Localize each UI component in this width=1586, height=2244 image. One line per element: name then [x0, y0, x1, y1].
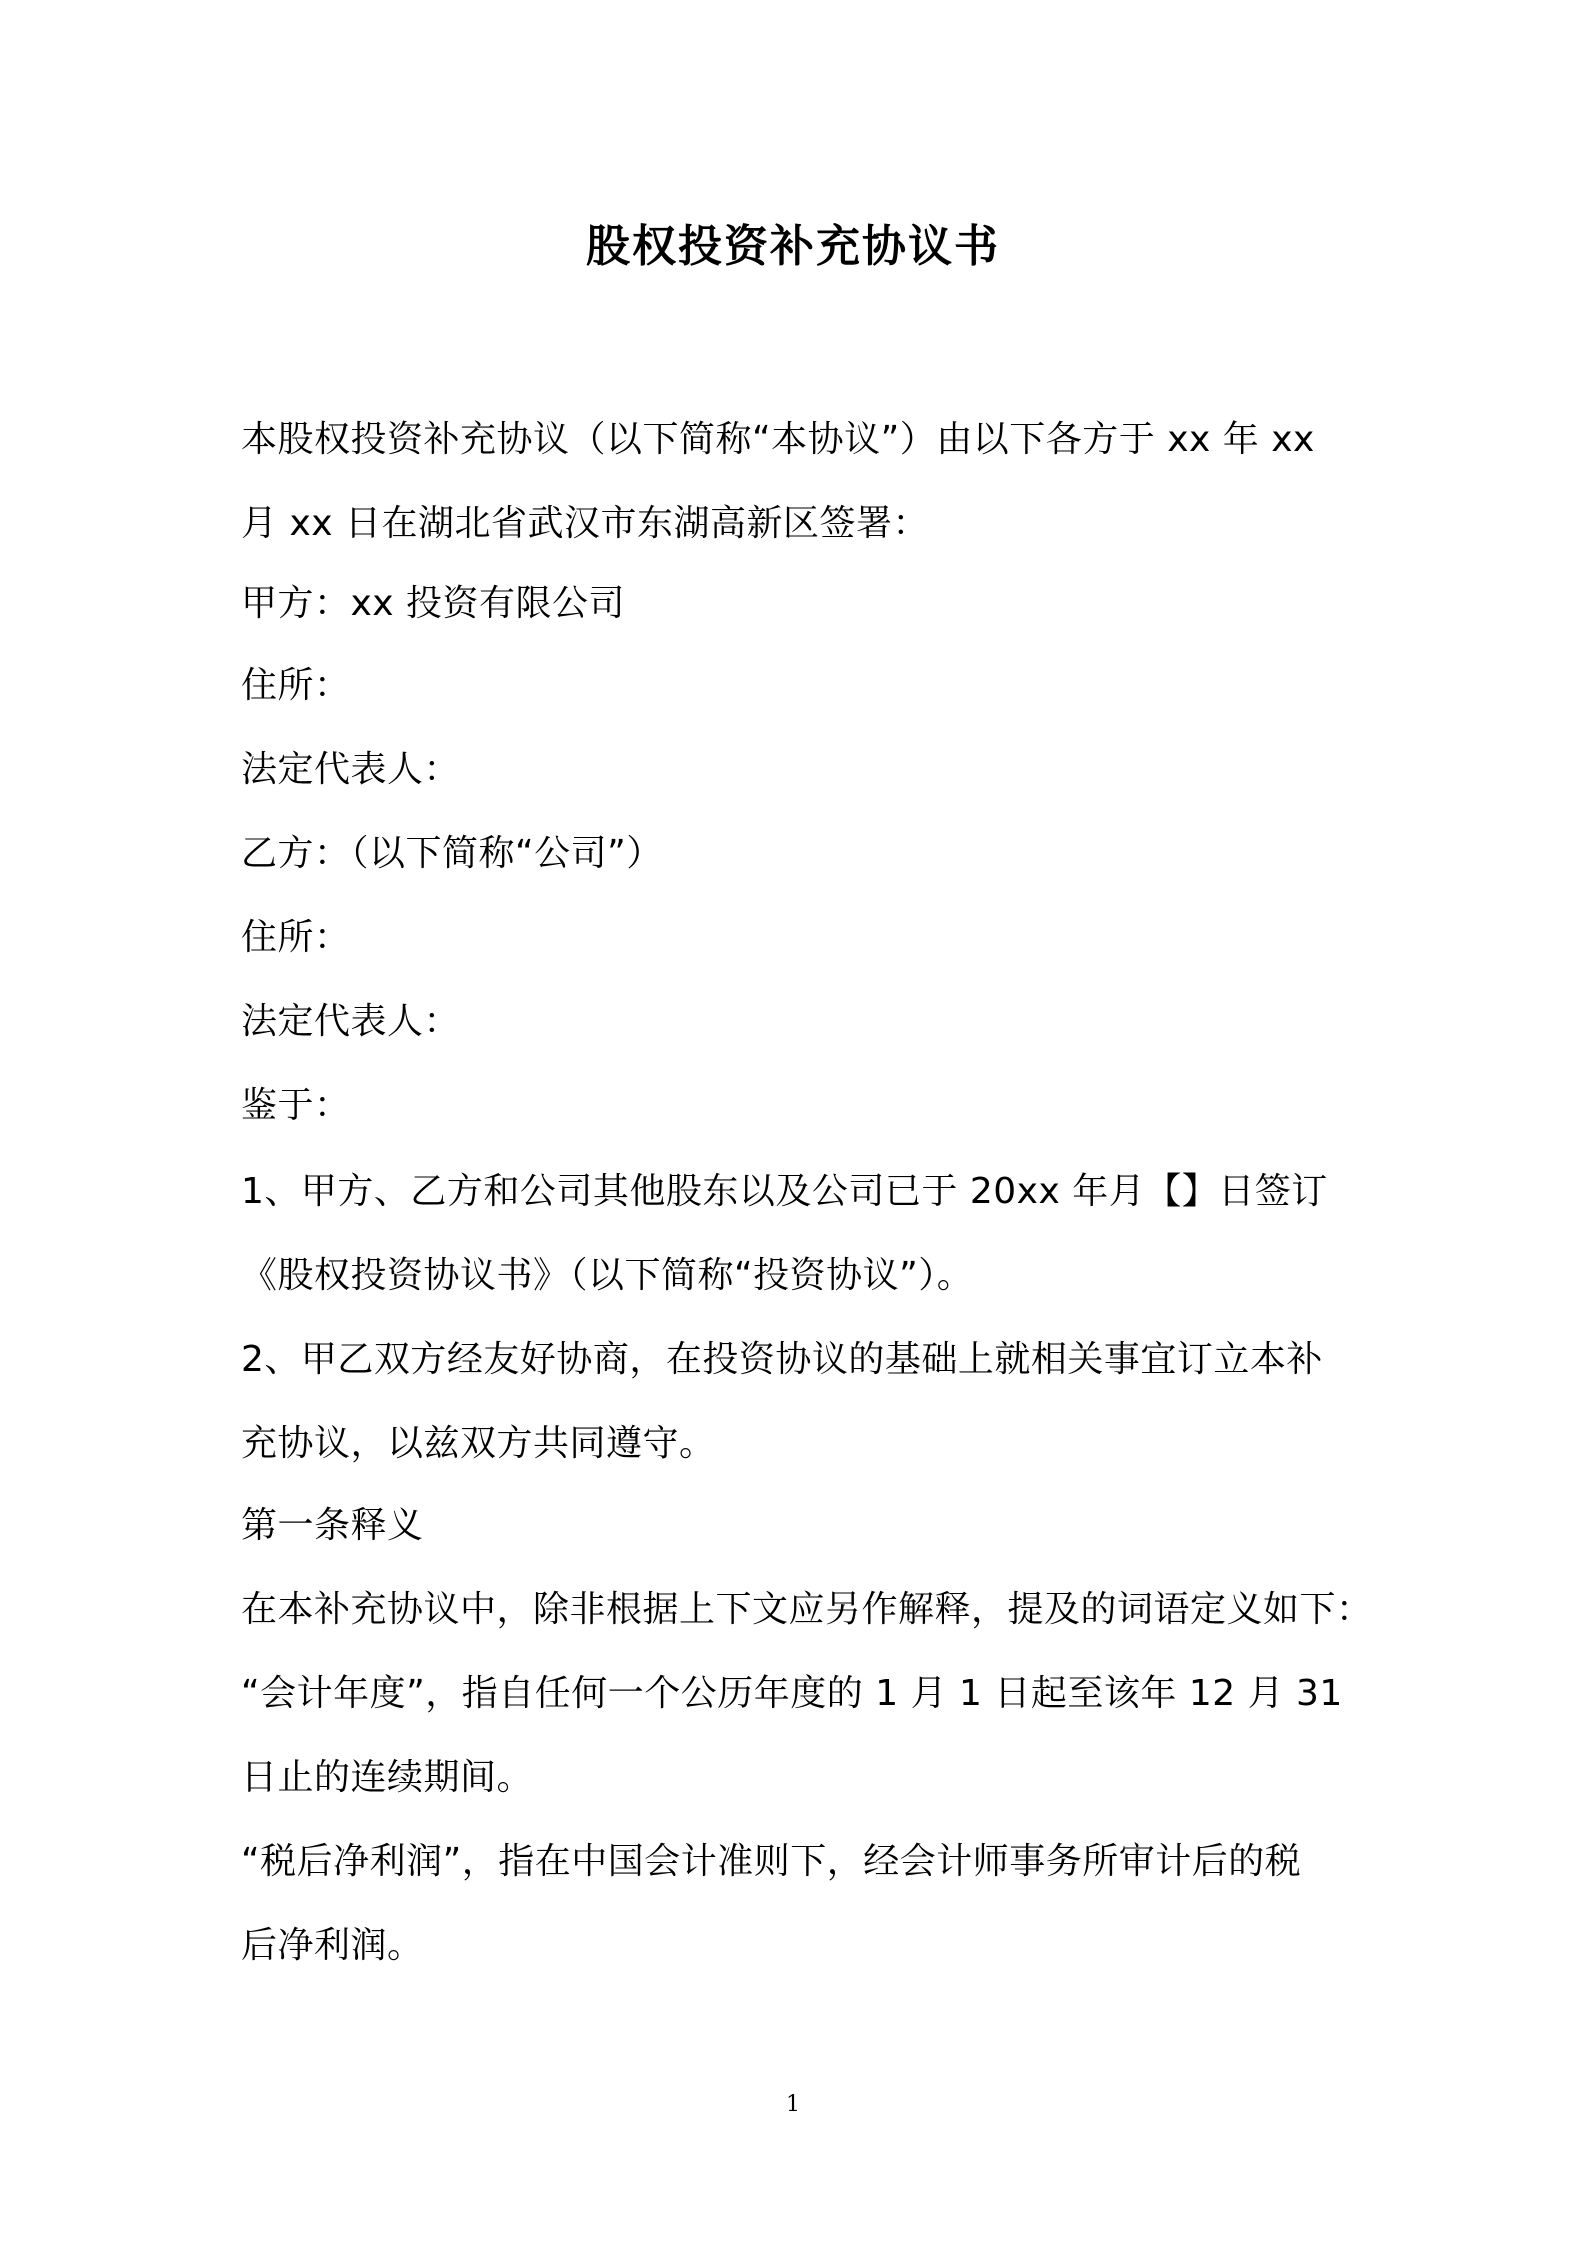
- recital-1-line-1: 1、甲方、乙方和公司其他股东以及公司已于 20xx 年月【】日签订: [241, 1171, 1328, 1212]
- definition-net-profit-line-2: 后净利润。: [241, 1925, 424, 1966]
- party-a-legal-rep: 法定代表人：: [241, 749, 461, 790]
- definitions-intro: 在本补充协议中，除非根据上下文应另作解释，提及的词语定义如下：: [241, 1589, 1373, 1630]
- definition-fiscal-year-line-1: “会计年度”，指自任何一个公历年度的 1 月 1 日起至该年 12 月 31: [241, 1673, 1343, 1714]
- party-a-address: 住所：: [241, 665, 351, 706]
- document-title: 股权投资补充协议书: [586, 221, 1000, 272]
- party-a-name: 甲方：xx 投资有限公司: [241, 583, 626, 624]
- party-b-name: 乙方：（以下简称“公司”）: [241, 833, 663, 874]
- recital-1-line-2: 《股权投资协议书》（以下简称“投资协议”）。: [241, 1255, 974, 1296]
- recital-2-line-2: 充协议，以兹双方共同遵守。: [241, 1423, 716, 1464]
- recital-2-line-1: 2、甲乙双方经友好协商，在投资协议的基础上就相关事宜订立本补: [241, 1339, 1323, 1380]
- definition-fiscal-year-line-2: 日止的连续期间。: [241, 1757, 534, 1798]
- article-1-heading: 第一条释义: [241, 1505, 424, 1546]
- party-b-address: 住所：: [241, 917, 351, 958]
- party-b-legal-rep: 法定代表人：: [241, 1001, 461, 1042]
- whereas-heading: 鉴于：: [241, 1085, 351, 1126]
- body-line-1: 本股权投资补充协议（以下简称“本协议”）由以下各方于 xx 年 xx: [241, 419, 1315, 460]
- page-number: 1: [786, 2092, 800, 2117]
- definition-net-profit-line-1: “税后净利润”，指在中国会计准则下，经会计师事务所审计后的税: [241, 1841, 1302, 1882]
- body-line-2: 月 xx 日在湖北省武汉市东湖高新区签署：: [241, 503, 929, 544]
